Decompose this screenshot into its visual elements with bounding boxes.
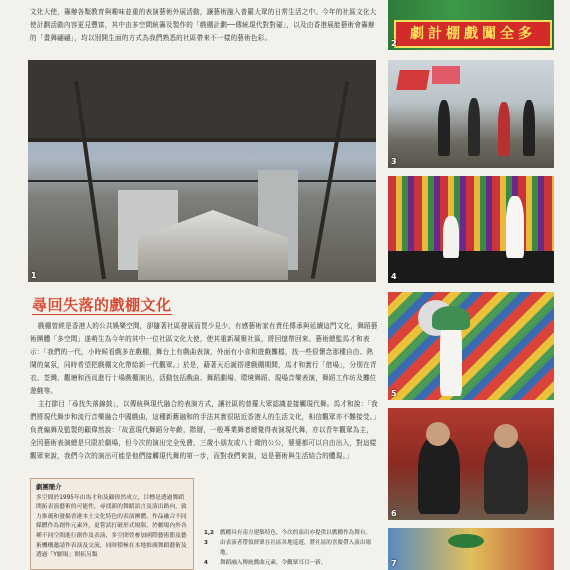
photo-number: 7 bbox=[391, 559, 397, 568]
article-heading: 尋回失落的戲棚文化 bbox=[32, 296, 172, 314]
caption-item: 1,2 戲棚具有南方建築特色，今次的演出亦提供以戲棚作為舞台。 bbox=[204, 530, 372, 536]
photo-number: 6 bbox=[391, 509, 397, 518]
intro-paragraph: 文化大使，籌辦各類教育與趣味並重的表演藝術外展活動，讓藝術融入普羅大眾的日常生活之中。今年的社區文化大使計劃活動內容更見豐富，其中由多空間統籌及製作的「戲棚計劃──傳統現代對對碰」，以及由香港展能藝術會籌辦的「畫舞翩翩」，均以別開生面的方式為我們熟悉的社區帶來不一樣的藝術色彩。 bbox=[30, 8, 377, 42]
photo-stage-dance bbox=[388, 176, 554, 283]
article-paragraph: 主打節目「尋找失落錦鼓」，以傳統與現代融合的表演方式，讓社區的普羅大眾認識並接觸現代舞。馬才和說：「我們將現代舞步和流行音樂融合中國戲曲，這種新舊融和的手法其實很貼近香港人的生活文化，相信觀眾亦不難接受。」負責編舞及監製的顧偉然說：「故意現代舞蹈分年齡，階層，一般專業舞者總覺得表演現代舞，亦以青年觀眾為主，全因藝術表演總是只限於劇場，但今次的演出完全免費，三歲小朋友或八十歲的公公，婆婆都可以自由出入，對這樣觀眾來說，我們今次的演出可能是他們接觸現代舞的第一步，而對我們來說，這是藝術與生活結合的體現。」 bbox=[30, 400, 378, 460]
caption-item: 4 舞蹈融入傳統戲曲元素，令觀眾耳目一新。 bbox=[204, 560, 327, 566]
box-title: 劇團簡介 bbox=[36, 483, 62, 491]
photo-two-founders bbox=[388, 408, 554, 520]
caption-item: 3 由表演者帶領群眾在社區各地巡遊，將社區的喜慶帶入演出場地。 bbox=[204, 540, 372, 556]
photo-number: 4 bbox=[391, 272, 397, 281]
photo-number: 3 bbox=[391, 157, 397, 166]
photo-banner-sign bbox=[388, 0, 554, 50]
article-paragraph: 戲棚曾經是香港人的公共娛樂空間，卻隨著社區發展而買少見少，有感藝術家有責任傳承與延續這門文化，舞蹈藝術團體「多空間」遂萌生為今年的其中一位社區文化大使，使其重新凝聚社區，將回憶帶回來。藝術總監馬才和表示：「我們的一代，小時候看戲多在戲棚，舞台上有戲曲表演，外面有小食和遊戲攤檔，找一些很懷念那種自由、熱鬧的氣氛，同時希望把戲棚文化帶給新一代觀眾。」於是，藉著天后誕搭建戲棚期間，馬才和實行「借場」，分別在青衣、荃灣、觀塘和西貢進行十場戲棚演出，活動包括戲曲、舞蹈劇場、環境舞蹈、現場音樂表演，舞蹈工作坊及攤位遊戲等。 bbox=[30, 322, 378, 395]
heading-divider bbox=[32, 314, 172, 315]
photo-performers-group bbox=[388, 528, 554, 570]
photo-number: 1 bbox=[31, 271, 37, 280]
photo-captions bbox=[204, 528, 382, 568]
photo-dancer-costume bbox=[388, 292, 554, 400]
photo-parade bbox=[388, 60, 554, 168]
troupe-intro-box bbox=[30, 478, 194, 570]
article-body bbox=[30, 320, 378, 463]
photo-number: 5 bbox=[391, 389, 397, 398]
photo-number: 2 bbox=[391, 39, 397, 48]
photo-theatre-shed bbox=[28, 60, 376, 282]
banner-sign-text: 劇計棚戲闖全多 bbox=[394, 20, 552, 48]
box-text: 多空間於1995年由馬才和及顧偉然成立，目標是透過舞蹈開拓表演藝術的可能性，尋找新的舞蹈語言及演出路向，致力推廣和發揚香港本土文化特色的表演團體，作品融合不同媒體作為創作元素外，更嘗試打破形式規限，於劇場內外各種不同空間進行創作及表演，多空間曾參加國際藝術節及藝術機構邀請作表演及交流，同時積極在本地推廣舞蹈藝術及透過「Y劇場」開拓另類 bbox=[36, 494, 187, 559]
